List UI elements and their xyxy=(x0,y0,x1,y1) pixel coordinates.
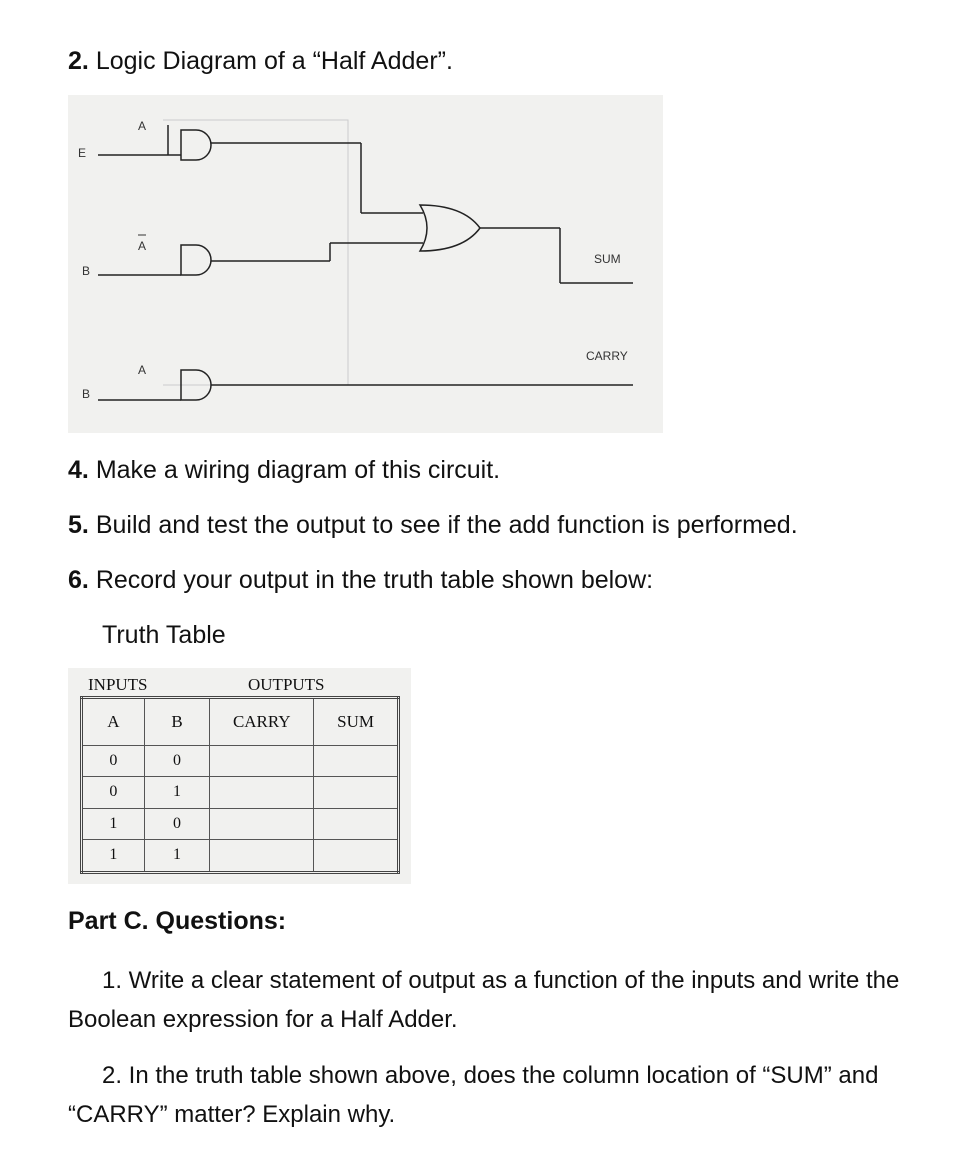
step-text: Record your output in the truth table shown below: xyxy=(95,566,654,594)
label-gate2-input: A xyxy=(138,239,147,253)
cell-b: 0 xyxy=(144,808,210,839)
cell-b: 1 xyxy=(144,839,210,872)
label-gate1-input: A xyxy=(138,119,147,133)
logic-diagram xyxy=(68,95,663,433)
label-top-left-input: E xyxy=(78,146,87,160)
half-adder-diagram xyxy=(68,95,663,433)
step-6 xyxy=(68,565,653,595)
section-title: Logic Diagram of a “Half Adder”. xyxy=(95,47,453,75)
step-4 xyxy=(68,455,500,485)
table-header-row xyxy=(82,698,399,746)
part-c-title: Part C. Questions: xyxy=(68,907,287,935)
cell-b: 1 xyxy=(144,777,210,808)
section-heading xyxy=(68,46,453,76)
inputs-group-label: INPUTS xyxy=(88,675,148,694)
cell-a: 0 xyxy=(82,746,145,777)
step-5 xyxy=(68,510,798,540)
cell-sum[interactable] xyxy=(314,746,399,777)
cell-carry[interactable] xyxy=(210,839,314,872)
table-row xyxy=(82,808,399,839)
cell-carry[interactable] xyxy=(210,808,314,839)
table-row xyxy=(82,746,399,777)
cell-b: 0 xyxy=(144,746,210,777)
cell-sum[interactable] xyxy=(314,839,399,872)
question-1: 1. Write a clear statement of output as a function of the inputs and write the Boolean expression for a Half Adder. xyxy=(68,967,900,1033)
column-header-carry: CARRY xyxy=(210,698,314,746)
or-gate xyxy=(420,205,480,251)
label-gate3-input: A xyxy=(138,363,147,377)
table-row xyxy=(82,839,399,872)
cell-carry[interactable] xyxy=(210,746,314,777)
cell-sum[interactable] xyxy=(314,777,399,808)
section-number: 2. xyxy=(68,47,89,75)
label-mid-left-input: B xyxy=(82,264,91,278)
truth-table-caption: Truth Table xyxy=(102,621,226,649)
step-number: 4. xyxy=(68,456,89,484)
column-header-sum: SUM xyxy=(314,698,399,746)
label-sum: SUM xyxy=(594,252,621,266)
step-number: 6. xyxy=(68,566,89,594)
question-2: 2. In the truth table shown above, does the column location of “SUM” and “CARRY” matter? Explain why. xyxy=(68,1062,879,1128)
column-header-a: A xyxy=(82,698,145,746)
truth-table xyxy=(80,696,400,874)
and-gate-1 xyxy=(181,130,211,160)
label-bottom-left-input: B xyxy=(82,387,91,401)
cell-a: 1 xyxy=(82,808,145,839)
label-carry: CARRY xyxy=(586,349,628,363)
table-row xyxy=(82,777,399,808)
and-gate-2 xyxy=(181,245,211,275)
step-number: 5. xyxy=(68,511,89,539)
step-text: Build and test the output to see if the add function is performed. xyxy=(95,511,798,539)
cell-carry[interactable] xyxy=(210,777,314,808)
truth-table-figure xyxy=(68,668,411,884)
cell-sum[interactable] xyxy=(314,808,399,839)
cell-a: 0 xyxy=(82,777,145,808)
column-header-b: B xyxy=(144,698,210,746)
outputs-group-label: OUTPUTS xyxy=(248,675,325,694)
step-text: Make a wiring diagram of this circuit. xyxy=(95,456,501,484)
cell-a: 1 xyxy=(82,839,145,872)
